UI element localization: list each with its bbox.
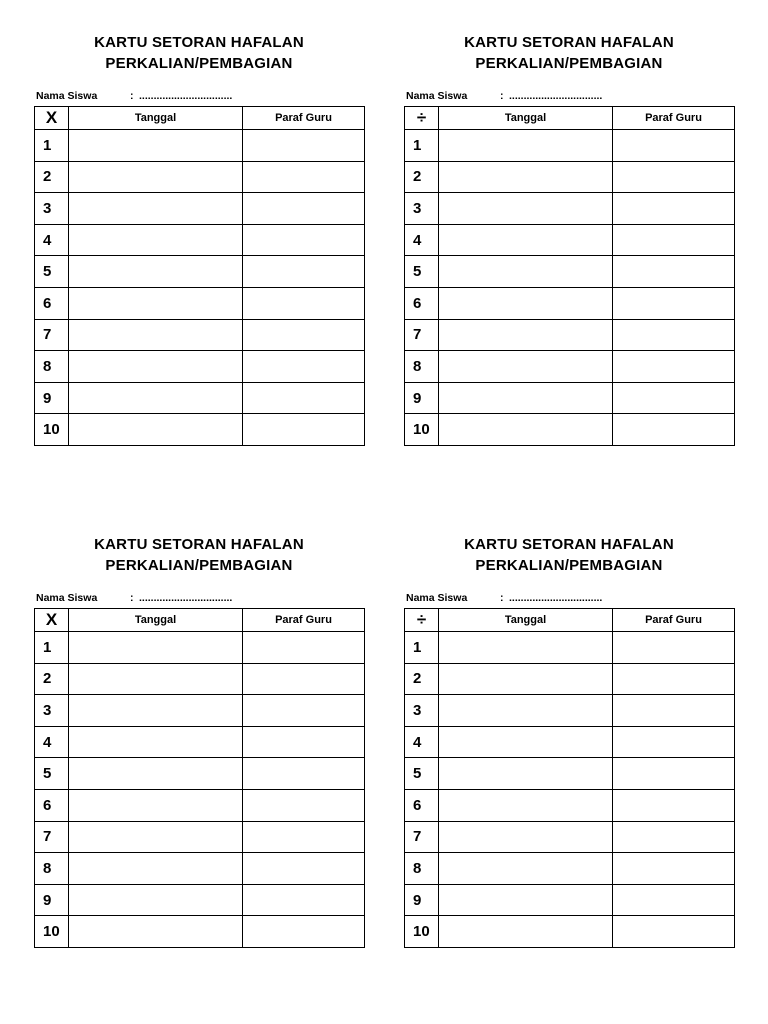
date-cell xyxy=(69,884,243,916)
teacher-sign-cell xyxy=(613,161,735,193)
date-cell xyxy=(439,695,613,727)
table-row xyxy=(35,130,365,162)
operator-symbol: ÷ xyxy=(405,107,439,130)
table-row xyxy=(405,916,735,948)
table-row xyxy=(35,695,365,727)
date-cell xyxy=(439,663,613,695)
teacher-sign-cell xyxy=(243,884,365,916)
date-cell xyxy=(439,853,613,885)
table-row xyxy=(405,414,735,446)
card-title-line1: KARTU SETORAN HAFALAN xyxy=(94,34,304,51)
date-cell xyxy=(439,884,613,916)
table-row xyxy=(35,161,365,193)
teacher-sign-cell xyxy=(243,695,365,727)
teacher-sign-cell xyxy=(243,382,365,414)
teacher-sign-cell xyxy=(243,224,365,256)
row-number: 10 xyxy=(35,414,69,446)
date-cell xyxy=(439,287,613,319)
teacher-sign-cell xyxy=(613,130,735,162)
table-row xyxy=(405,130,735,162)
teacher-sign-cell xyxy=(613,287,735,319)
table-row xyxy=(35,632,365,664)
card-title-line1: KARTU SETORAN HAFALAN xyxy=(464,536,674,553)
date-cell xyxy=(69,821,243,853)
teacher-sign-cell xyxy=(243,193,365,225)
teacher-sign-cell xyxy=(613,758,735,790)
row-number: 7 xyxy=(35,821,69,853)
table-row xyxy=(405,287,735,319)
column-header-date: Tanggal xyxy=(439,609,613,632)
table-header-row xyxy=(405,609,735,632)
teacher-sign-cell xyxy=(613,884,735,916)
teacher-sign-cell xyxy=(243,287,365,319)
column-header-teacher-sign: Paraf Guru xyxy=(243,609,365,632)
table-row xyxy=(35,319,365,351)
card-title-line1: KARTU SETORAN HAFALAN xyxy=(464,34,674,51)
table-row xyxy=(405,726,735,758)
card-title xyxy=(34,32,364,74)
table-row xyxy=(405,319,735,351)
date-cell xyxy=(69,256,243,288)
row-number: 1 xyxy=(405,632,439,664)
teacher-sign-cell xyxy=(243,161,365,193)
table-header-row xyxy=(405,107,735,130)
operator-symbol: X xyxy=(35,609,69,632)
row-number: 10 xyxy=(35,916,69,948)
teacher-sign-cell xyxy=(613,319,735,351)
row-number: 5 xyxy=(35,256,69,288)
operator-symbol: X xyxy=(35,107,69,130)
row-number: 3 xyxy=(35,695,69,727)
date-cell xyxy=(439,319,613,351)
table-row xyxy=(405,161,735,193)
table-row xyxy=(35,758,365,790)
student-name-field xyxy=(406,592,603,604)
student-name-field xyxy=(36,592,233,604)
table-row xyxy=(405,193,735,225)
memorization-table xyxy=(34,106,365,446)
row-number: 6 xyxy=(35,287,69,319)
card-title-line2: PERKALIAN/PEMBAGIAN xyxy=(475,557,663,574)
row-number: 8 xyxy=(405,853,439,885)
date-cell xyxy=(439,382,613,414)
student-name-blank: ................................ xyxy=(509,592,603,604)
column-header-date: Tanggal xyxy=(69,107,243,130)
row-number: 2 xyxy=(35,663,69,695)
row-number: 9 xyxy=(405,382,439,414)
column-header-date: Tanggal xyxy=(439,107,613,130)
date-cell xyxy=(69,193,243,225)
column-header-teacher-sign: Paraf Guru xyxy=(243,107,365,130)
date-cell xyxy=(69,758,243,790)
table-header-row xyxy=(35,107,365,130)
card-multiplication-bottom xyxy=(34,534,364,941)
date-cell xyxy=(69,382,243,414)
teacher-sign-cell xyxy=(613,382,735,414)
teacher-sign-cell xyxy=(613,351,735,383)
table-row xyxy=(35,256,365,288)
row-number: 1 xyxy=(35,130,69,162)
date-cell xyxy=(439,821,613,853)
date-cell xyxy=(69,916,243,948)
teacher-sign-cell xyxy=(243,414,365,446)
table-row xyxy=(405,758,735,790)
teacher-sign-cell xyxy=(243,319,365,351)
memorization-table xyxy=(404,608,735,948)
row-number: 3 xyxy=(405,193,439,225)
card-title xyxy=(34,534,364,576)
row-number: 1 xyxy=(35,632,69,664)
teacher-sign-cell xyxy=(243,916,365,948)
table-row xyxy=(405,351,735,383)
teacher-sign-cell xyxy=(613,821,735,853)
table-row xyxy=(35,726,365,758)
date-cell xyxy=(69,726,243,758)
card-title-line2: PERKALIAN/PEMBAGIAN xyxy=(105,557,293,574)
student-name-label: Nama Siswa xyxy=(406,592,468,604)
student-name-blank: ................................ xyxy=(139,592,233,604)
row-number: 6 xyxy=(35,789,69,821)
memorization-table xyxy=(34,608,365,948)
date-cell xyxy=(69,319,243,351)
teacher-sign-cell xyxy=(613,789,735,821)
teacher-sign-cell xyxy=(613,726,735,758)
row-number: 7 xyxy=(35,319,69,351)
column-header-teacher-sign: Paraf Guru xyxy=(613,609,735,632)
date-cell xyxy=(439,256,613,288)
teacher-sign-cell xyxy=(613,663,735,695)
table-row xyxy=(35,224,365,256)
row-number: 8 xyxy=(35,351,69,383)
table-row xyxy=(405,663,735,695)
table-row xyxy=(405,695,735,727)
row-number: 1 xyxy=(405,130,439,162)
row-number: 5 xyxy=(405,256,439,288)
row-number: 2 xyxy=(35,161,69,193)
date-cell xyxy=(439,224,613,256)
row-number: 4 xyxy=(35,726,69,758)
teacher-sign-cell xyxy=(243,821,365,853)
table-row xyxy=(35,193,365,225)
teacher-sign-cell xyxy=(243,256,365,288)
row-number: 9 xyxy=(35,884,69,916)
table-row xyxy=(405,382,735,414)
row-number: 2 xyxy=(405,663,439,695)
row-number: 4 xyxy=(405,224,439,256)
date-cell xyxy=(69,632,243,664)
teacher-sign-cell xyxy=(243,789,365,821)
row-number: 2 xyxy=(405,161,439,193)
row-number: 6 xyxy=(405,789,439,821)
table-row xyxy=(405,884,735,916)
table-row xyxy=(35,853,365,885)
date-cell xyxy=(69,351,243,383)
teacher-sign-cell xyxy=(243,853,365,885)
table-row xyxy=(35,382,365,414)
teacher-sign-cell xyxy=(243,726,365,758)
teacher-sign-cell xyxy=(613,853,735,885)
date-cell xyxy=(439,916,613,948)
student-name-label: Nama Siswa xyxy=(36,592,98,604)
date-cell xyxy=(439,726,613,758)
student-name-field xyxy=(406,90,603,102)
student-name-blank: ................................ xyxy=(509,90,603,102)
row-number: 10 xyxy=(405,916,439,948)
date-cell xyxy=(69,287,243,319)
row-number: 7 xyxy=(405,319,439,351)
student-name-field xyxy=(36,90,233,102)
operator-symbol: ÷ xyxy=(405,609,439,632)
date-cell xyxy=(69,695,243,727)
student-name-label: Nama Siswa xyxy=(36,90,98,102)
date-cell xyxy=(439,789,613,821)
column-header-teacher-sign: Paraf Guru xyxy=(613,107,735,130)
teacher-sign-cell xyxy=(613,224,735,256)
teacher-sign-cell xyxy=(243,663,365,695)
teacher-sign-cell xyxy=(613,256,735,288)
table-row xyxy=(35,821,365,853)
date-cell xyxy=(69,414,243,446)
student-name-label: Nama Siswa xyxy=(406,90,468,102)
table-row xyxy=(35,884,365,916)
card-title xyxy=(404,32,734,74)
date-cell xyxy=(69,663,243,695)
date-cell xyxy=(69,224,243,256)
card-title-line2: PERKALIAN/PEMBAGIAN xyxy=(105,55,293,72)
teacher-sign-cell xyxy=(243,130,365,162)
date-cell xyxy=(439,632,613,664)
row-number: 3 xyxy=(405,695,439,727)
table-row xyxy=(35,789,365,821)
date-cell xyxy=(439,193,613,225)
date-cell xyxy=(69,161,243,193)
student-name-blank: ................................ xyxy=(139,90,233,102)
teacher-sign-cell xyxy=(243,758,365,790)
table-row xyxy=(35,414,365,446)
card-division-top xyxy=(404,32,734,439)
table-row xyxy=(35,916,365,948)
row-number: 6 xyxy=(405,287,439,319)
table-row xyxy=(405,224,735,256)
student-name-colon: : xyxy=(500,90,504,102)
table-row xyxy=(405,821,735,853)
table-row xyxy=(405,632,735,664)
card-multiplication-top xyxy=(34,32,364,439)
row-number: 5 xyxy=(35,758,69,790)
row-number: 7 xyxy=(405,821,439,853)
table-row xyxy=(405,789,735,821)
card-title-line2: PERKALIAN/PEMBAGIAN xyxy=(475,55,663,72)
row-number: 8 xyxy=(405,351,439,383)
teacher-sign-cell xyxy=(613,193,735,225)
column-header-date: Tanggal xyxy=(69,609,243,632)
teacher-sign-cell xyxy=(613,695,735,727)
row-number: 9 xyxy=(35,382,69,414)
date-cell xyxy=(439,351,613,383)
table-row xyxy=(35,287,365,319)
row-number: 3 xyxy=(35,193,69,225)
row-number: 5 xyxy=(405,758,439,790)
table-row xyxy=(405,853,735,885)
date-cell xyxy=(439,414,613,446)
student-name-colon: : xyxy=(500,592,504,604)
date-cell xyxy=(69,130,243,162)
row-number: 10 xyxy=(405,414,439,446)
teacher-sign-cell xyxy=(613,916,735,948)
date-cell xyxy=(439,161,613,193)
row-number: 8 xyxy=(35,853,69,885)
table-row xyxy=(35,351,365,383)
card-title xyxy=(404,534,734,576)
student-name-colon: : xyxy=(130,592,134,604)
student-name-colon: : xyxy=(130,90,134,102)
date-cell xyxy=(69,853,243,885)
teacher-sign-cell xyxy=(613,414,735,446)
row-number: 4 xyxy=(35,224,69,256)
card-division-bottom xyxy=(404,534,734,941)
date-cell xyxy=(69,789,243,821)
row-number: 4 xyxy=(405,726,439,758)
card-title-line1: KARTU SETORAN HAFALAN xyxy=(94,536,304,553)
table-row xyxy=(405,256,735,288)
table-row xyxy=(35,663,365,695)
teacher-sign-cell xyxy=(613,632,735,664)
table-header-row xyxy=(35,609,365,632)
memorization-table xyxy=(404,106,735,446)
row-number: 9 xyxy=(405,884,439,916)
date-cell xyxy=(439,758,613,790)
date-cell xyxy=(439,130,613,162)
teacher-sign-cell xyxy=(243,351,365,383)
teacher-sign-cell xyxy=(243,632,365,664)
